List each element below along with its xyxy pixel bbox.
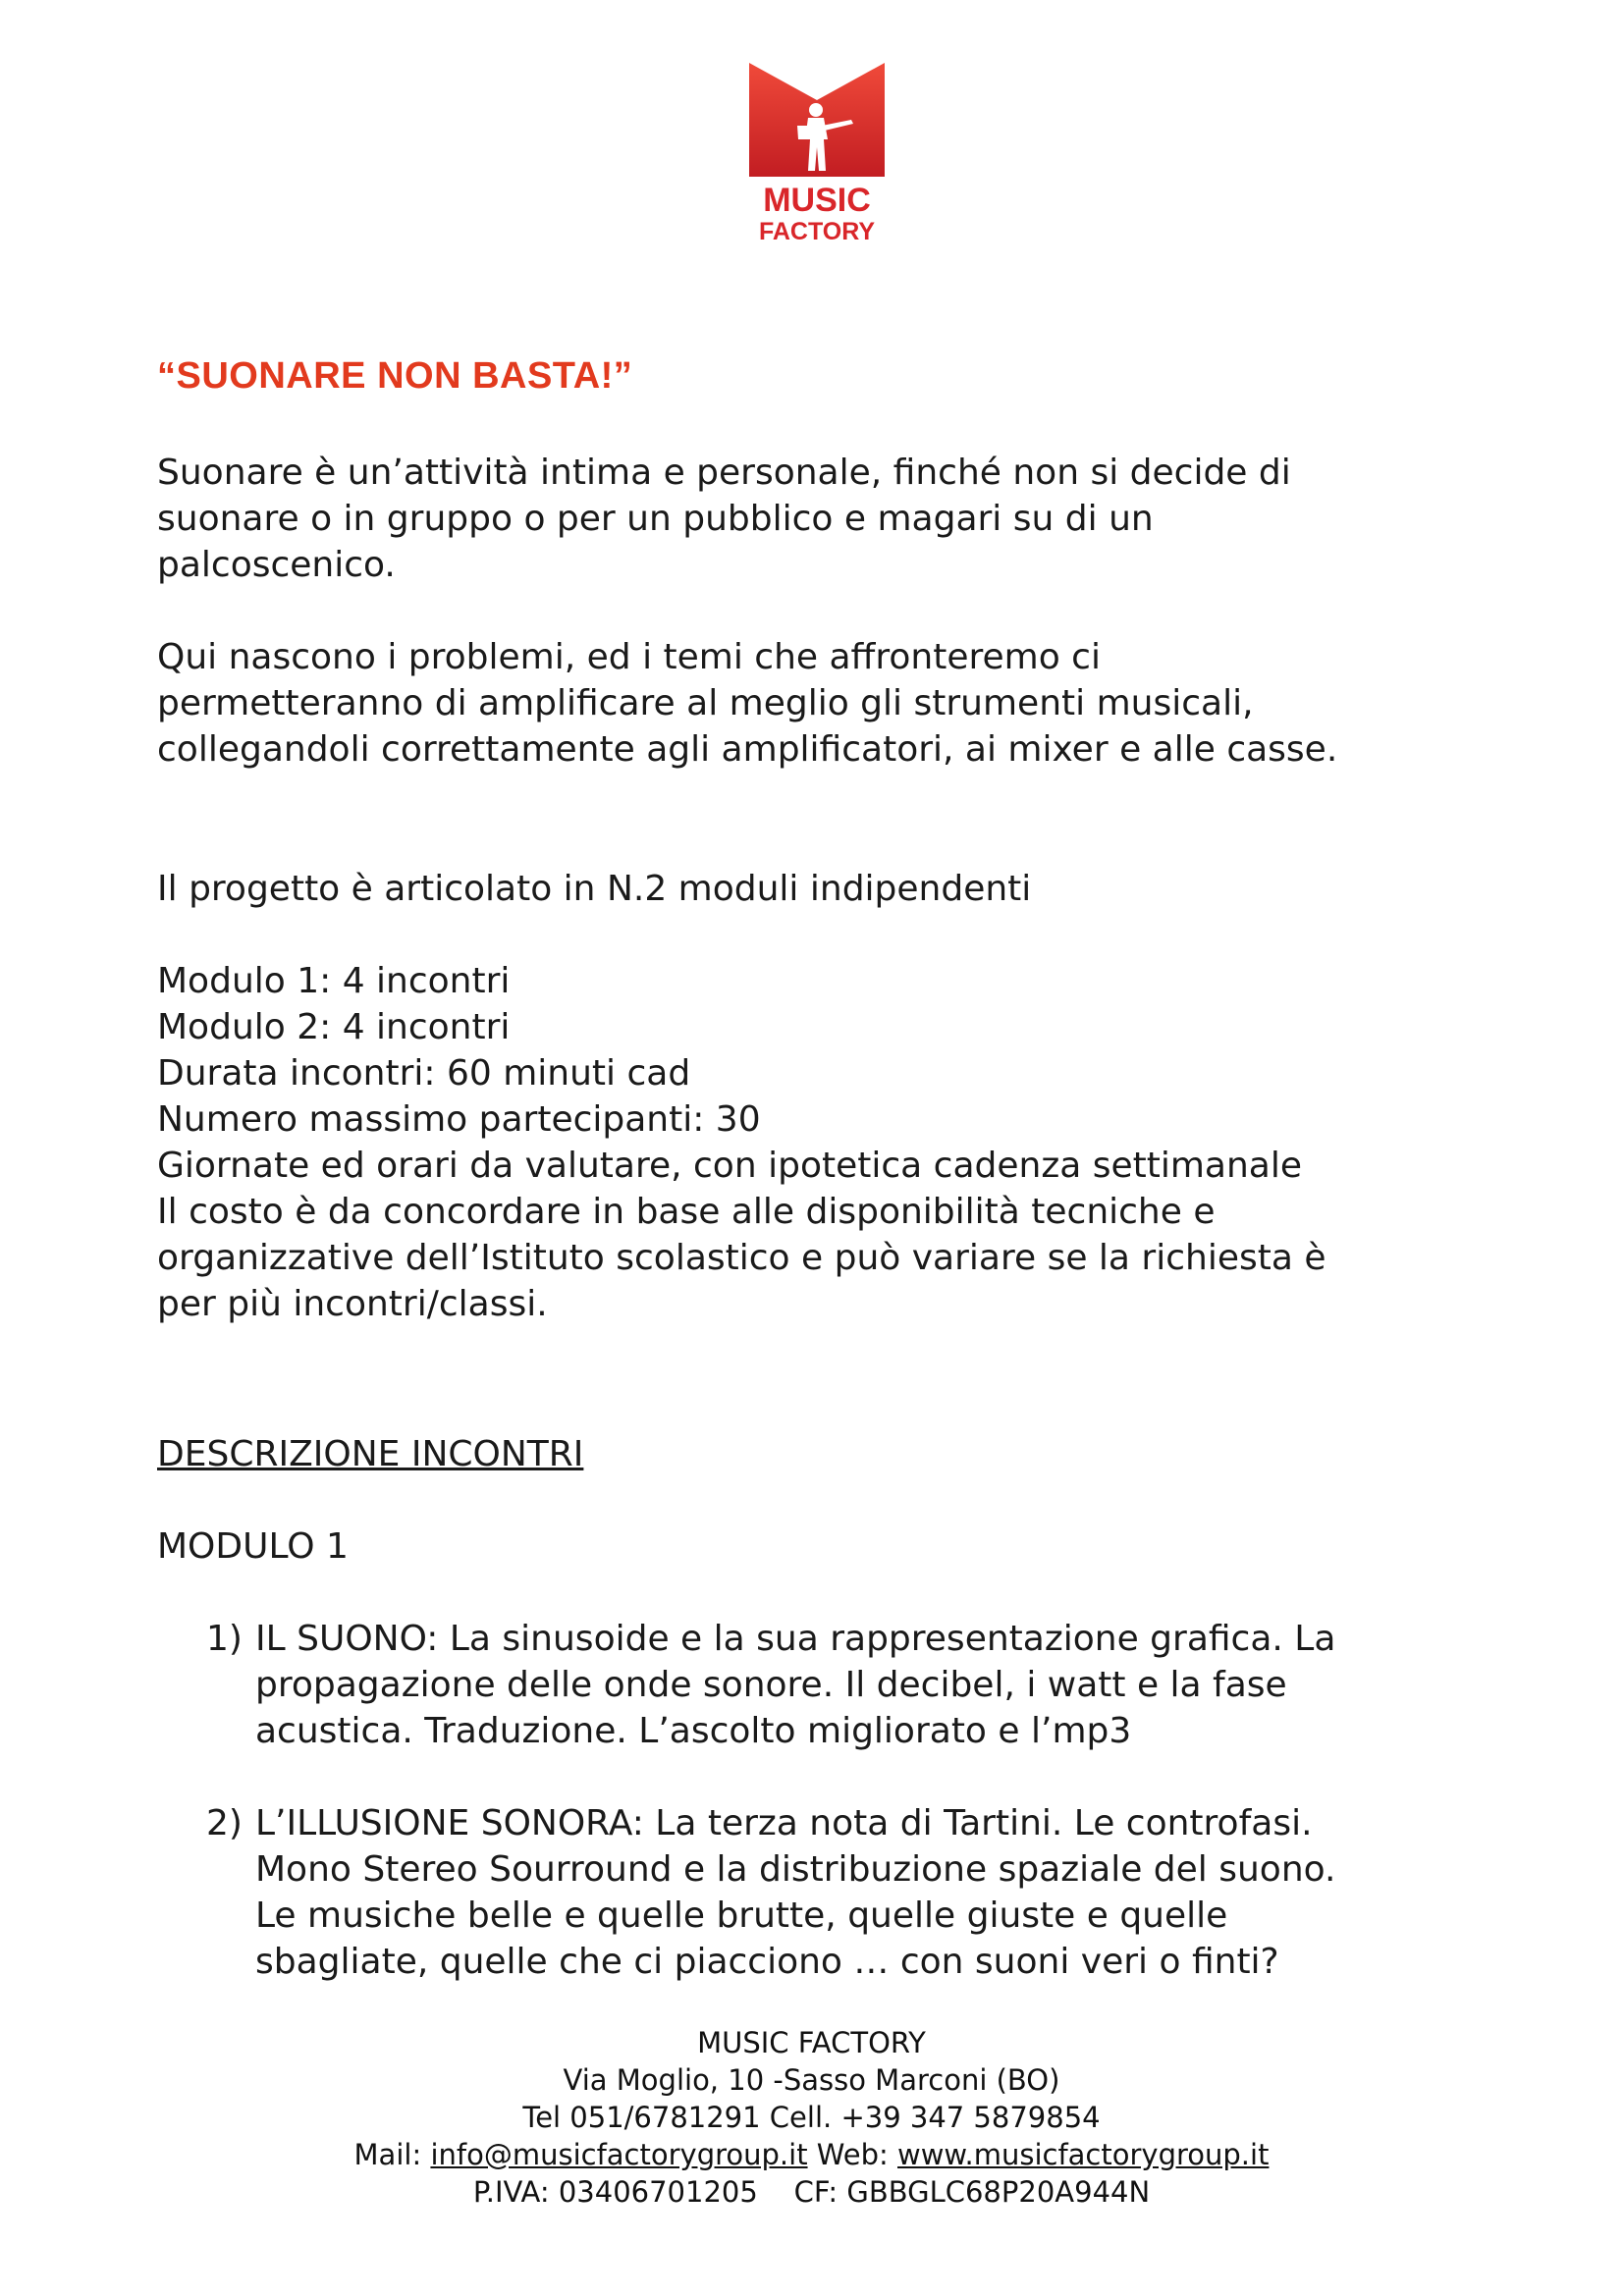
list-item-line: Le musiche belle e quelle brutte, quelle giuste e quelle (255, 1896, 1228, 1936)
detail-line: per più incontri/classi. (157, 1284, 548, 1324)
detail-line: Il costo è da concordare in base alle disponibilità tecniche e (157, 1192, 1216, 1232)
detail-line: Modulo 1: 4 incontri (157, 961, 511, 1001)
footer-phone: Tel 051/6781291 Cell. +39 347 5879854 (522, 2101, 1101, 2134)
list-item-line: acustica. Traduzione. L’ascolto migliorato e l’mp3 (255, 1711, 1132, 1751)
footer-vat: P.IVA: 03406701205 CF: GBBGLC68P20A944N (472, 2175, 1151, 2209)
footer-company: MUSIC FACTORY (697, 2026, 926, 2059)
intro-line: palcoscenico. (157, 545, 396, 585)
intro-paragraph (157, 450, 1492, 588)
detail-line: Durata incontri: 60 minuti cad (157, 1053, 691, 1094)
intro-line: suonare o in gruppo o per un pubblico e magari su di un (157, 499, 1154, 539)
detail-line: Numero massimo partecipanti: 30 (157, 1099, 761, 1140)
list-item-number: 1) (206, 1619, 243, 1659)
footer-web-label: Web: (807, 2138, 897, 2171)
page-footer (0, 2024, 1623, 2211)
project-line: Il progetto è articolato in N.2 moduli indipendenti (157, 869, 1032, 909)
list-item-line: propagazione delle onde sonore. Il decibel, i watt e la fase (255, 1665, 1287, 1705)
logo-text-factory: FACTORY (758, 218, 876, 245)
module-heading: MODULO 1 (157, 1526, 349, 1567)
list-item-line: sbagliate, quelle che ci piacciono … con suoni veri o finti? (255, 1942, 1279, 1982)
details-block (157, 958, 1492, 1327)
list-item-line: IL SUONO: La sinusoide e la sua rappresentazione grafica. La (255, 1619, 1336, 1659)
list-item (206, 1800, 1502, 1985)
footer-mail-label: Mail: (353, 2138, 431, 2171)
music-factory-logo (743, 61, 891, 247)
footer-mail-link[interactable]: info@musicfactorygroup.it (430, 2138, 808, 2171)
intro-line: Suonare è un’attività intima e personale, finché non si decide di (157, 453, 1291, 493)
list-item-line: L’ILLUSIONE SONORA: La terza nota di Tartini. Le controfasi. (255, 1803, 1313, 1843)
problems-paragraph (157, 634, 1492, 773)
detail-line: organizzative dell’Istituto scolastico e può variare se la richiesta è (157, 1238, 1326, 1278)
list-item-line: Mono Stereo Sourround e la distribuzione spaziale del suono. (255, 1849, 1336, 1890)
problems-line: Qui nascono i problemi, ed i temi che affronteremo ci (157, 637, 1101, 677)
detail-line: Giornate ed orari da valutare, con ipotetica cadenza settimanale (157, 1146, 1303, 1186)
problems-line: collegandoli correttamente agli amplificatori, ai mixer e alle casse. (157, 729, 1338, 770)
document-title: “SUONARE NON BASTA!” (157, 355, 633, 397)
detail-line: Modulo 2: 4 incontri (157, 1007, 511, 1047)
section-heading: DESCRIZIONE INCONTRI (157, 1434, 584, 1474)
logo-text-music: MUSIC (763, 182, 871, 219)
footer-contacts (0, 2136, 1623, 2173)
list-item (206, 1616, 1502, 1754)
list-item-number: 2) (206, 1803, 243, 1843)
footer-address: Via Moglio, 10 -Sasso Marconi (BO) (563, 2063, 1060, 2097)
problems-line: permetteranno di amplificare al meglio gli strumenti musicali, (157, 683, 1254, 723)
footer-web-link[interactable]: www.musicfactorygroup.it (897, 2138, 1270, 2171)
